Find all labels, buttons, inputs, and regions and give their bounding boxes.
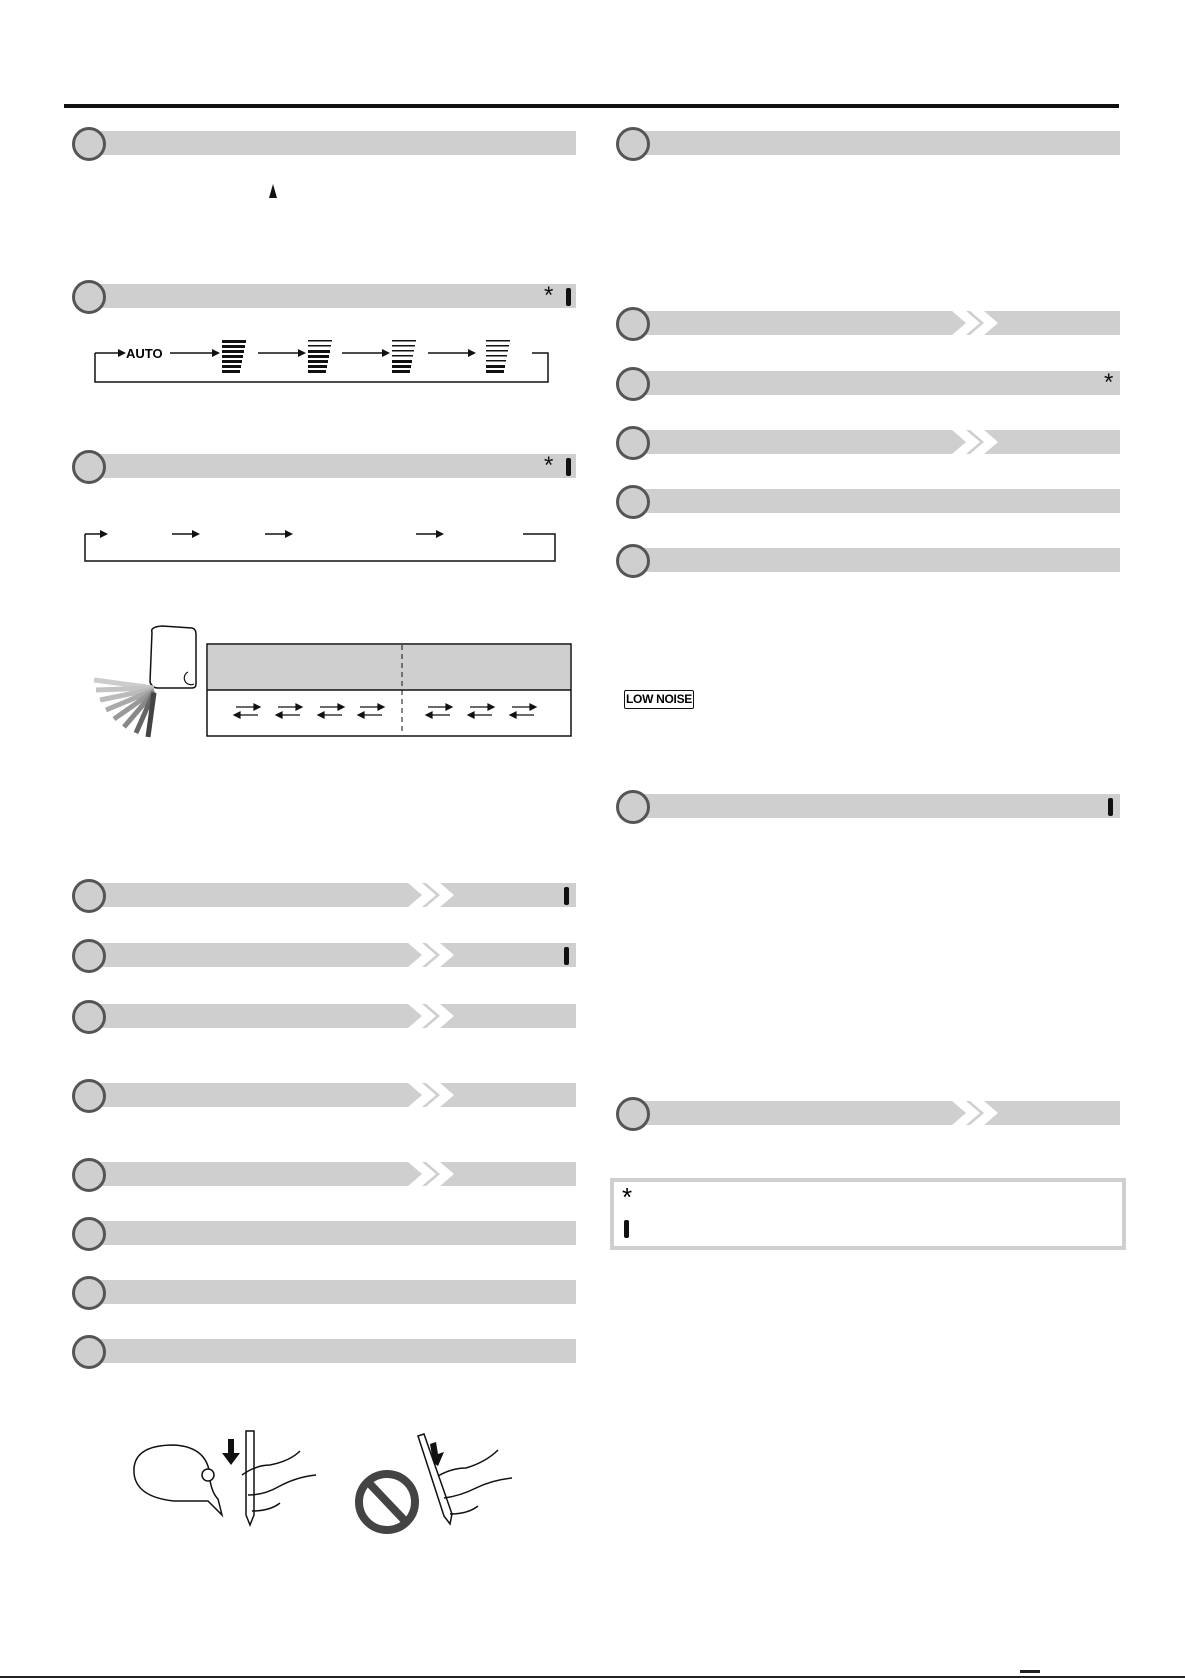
section-bar <box>68 130 576 156</box>
circle-marker-icon <box>72 280 106 314</box>
section-bar <box>612 130 1120 156</box>
circle-marker-icon <box>72 939 106 973</box>
circle-marker-icon <box>616 1097 650 1131</box>
circle-marker-icon <box>616 426 650 460</box>
section-bar <box>68 882 576 908</box>
circle-marker-icon <box>72 450 106 484</box>
double-chevron-icon <box>408 1004 464 1028</box>
tick-mark-icon <box>1108 798 1113 816</box>
up-arrow-icon <box>268 183 278 199</box>
tick-mark-icon <box>566 288 571 306</box>
section-bar <box>612 793 1120 819</box>
section-bar <box>612 547 1120 573</box>
section-bar <box>68 1220 576 1246</box>
top-rule <box>64 104 1119 108</box>
low-noise-badge: LOW NOISE <box>624 690 694 709</box>
fan-level-high-icon <box>222 340 246 373</box>
note-box <box>610 1178 1126 1250</box>
tick-mark-icon <box>564 947 569 965</box>
indoor-unit-icon <box>92 622 202 742</box>
tick-mark-icon <box>624 1220 629 1238</box>
section-bar <box>68 1279 576 1305</box>
section-bar <box>612 429 1120 455</box>
asterisk-icon: * <box>544 452 554 479</box>
fan-speed-bar <box>68 283 576 309</box>
circle-marker-icon <box>616 307 650 341</box>
double-chevron-icon <box>408 943 464 967</box>
prohibited-icon <box>352 1432 522 1537</box>
circle-marker-icon <box>616 127 650 161</box>
auto-label: AUTO <box>126 346 163 361</box>
circle-marker-icon <box>72 1335 106 1369</box>
page-mark <box>1020 1670 1040 1673</box>
double-chevron-icon <box>952 1101 1008 1125</box>
section-bar <box>68 1003 576 1029</box>
air-direction-cycle-diagram <box>80 520 560 565</box>
tick-mark-icon <box>564 887 569 905</box>
circle-marker-icon <box>72 1000 106 1034</box>
circle-marker-icon <box>616 367 650 401</box>
asterisk-icon: * <box>544 282 554 309</box>
circle-marker-icon <box>616 544 650 578</box>
fan-level-low-icon <box>486 340 510 373</box>
fan-level-med-low-icon <box>392 340 416 373</box>
section-bar <box>68 942 576 968</box>
double-chevron-icon <box>952 430 1008 454</box>
circle-marker-icon <box>616 790 650 824</box>
fan-level-med-high-icon <box>308 340 332 373</box>
circle-marker-icon <box>72 1276 106 1310</box>
circle-marker-icon <box>72 1158 106 1192</box>
section-bar <box>68 1338 576 1364</box>
section-bar <box>68 1082 576 1108</box>
louvre-table <box>206 643 572 737</box>
tick-mark-icon <box>566 458 571 476</box>
asterisk-icon: * <box>622 1182 633 1212</box>
section-bar <box>612 310 1120 336</box>
double-chevron-icon <box>408 1162 464 1186</box>
air-direction-bar <box>68 453 576 479</box>
double-chevron-icon <box>408 883 464 907</box>
section-bar <box>612 370 1120 396</box>
circle-marker-icon <box>72 1079 106 1113</box>
pen-press-icon <box>130 1425 330 1530</box>
section-bar <box>68 1161 576 1187</box>
asterisk-icon: * <box>1104 369 1114 396</box>
circle-marker-icon <box>72 879 106 913</box>
circle-marker-icon <box>616 485 650 519</box>
circle-marker-icon <box>72 127 106 161</box>
double-chevron-icon <box>952 311 1008 335</box>
section-bar <box>612 488 1120 514</box>
section-bar <box>612 1100 1120 1126</box>
circle-marker-icon <box>72 1217 106 1251</box>
double-chevron-icon <box>408 1083 464 1107</box>
